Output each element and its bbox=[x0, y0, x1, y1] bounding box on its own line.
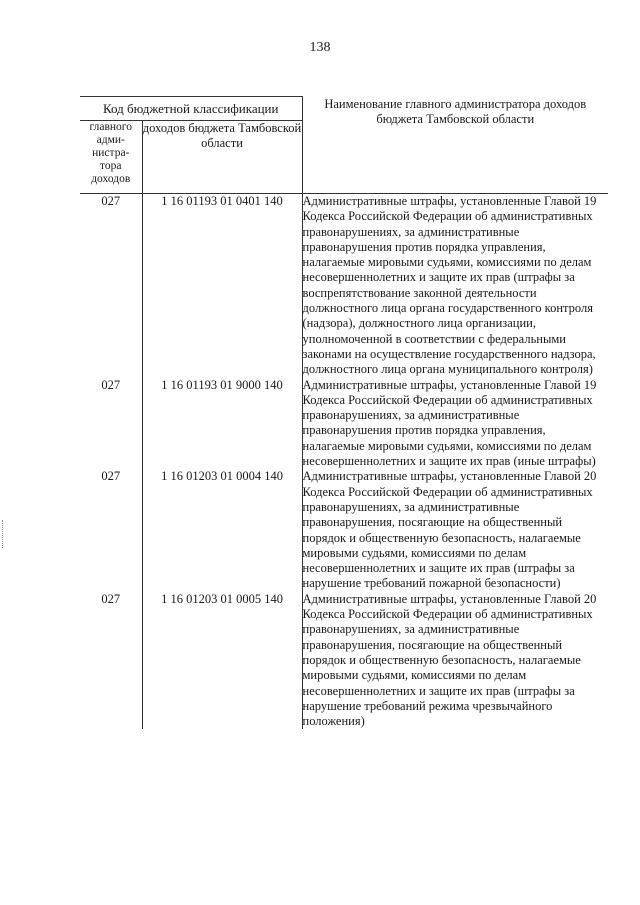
admin-code-cell: 027 bbox=[80, 592, 142, 730]
description-cell: Административные штрафы, установленные Главой 19 Кодекса Российской Федерации об административных правонарушениях, за административные правонарушения против порядка управления, налагаемые мировыми судьями, комиссиями по делам несовершеннолетних и защите их прав (штрафы за воспрепятствование законной деятельности должностного лица органа государственного контроля (надзора), должностного лица организации, уполномоченной в соответствии с федеральными законами на осуществление государственного надзора, должностного лица органа муниципального контроля) bbox=[302, 194, 597, 377]
header-name-column: Наименование главного администратора доходов бюджета Тамбовской области bbox=[302, 97, 608, 194]
description-cell: Административные штрафы, установленные Главой 20 Кодекса Российской Федерации об административных правонарушениях, за административные правонарушения, посягающие на общественный порядок и общественную безопасность, налагаемые мировыми судьями, комиссиями по делам несовершеннолетних и защите их прав (штрафы за нарушение требований режима чрезвычайного положения) bbox=[302, 591, 597, 729]
header-admin-column bbox=[80, 121, 142, 194]
description-cell: Административные штрафы, установленные Главой 20 Кодекса Российской Федерации об административных правонарушениях, за административные правонарушения, посягающие на общественный порядок и общественную безопасность, налагаемые мировыми судьями, комиссиями по делам несовершеннолетних и защите их прав (штрафы за нарушение требований пожарной безопасности) bbox=[302, 469, 597, 591]
admin-code-cell: 027 bbox=[80, 194, 142, 378]
income-code-cell: 1 16 01203 01 0004 140 bbox=[142, 469, 302, 591]
header-income-column: доходов бюджета Тамбовской области bbox=[142, 121, 302, 194]
admin-code-cell: 027 bbox=[80, 469, 142, 591]
income-code-cell: 1 16 01193 01 9000 140 bbox=[142, 378, 302, 470]
description-cell: Административные штрафы, установленные Главой 19 Кодекса Российской Федерации об административных правонарушениях, за административные правонарушения против порядка управления, налагаемые мировыми судьями, комиссиями по делам несовершеннолетних и защите их прав (иные штрафы) bbox=[302, 377, 597, 469]
table-row bbox=[80, 469, 608, 591]
budget-classification-table bbox=[80, 96, 608, 729]
income-code-cell: 1 16 01203 01 0005 140 bbox=[142, 592, 302, 730]
header-admin-text: главного адми- нистра- тора доходов bbox=[89, 121, 132, 185]
admin-code-cell: 027 bbox=[80, 378, 142, 470]
header-code-group: Код бюджетной классификации bbox=[80, 97, 302, 121]
margin-mark bbox=[2, 520, 5, 548]
page-number: 138 bbox=[309, 40, 331, 55]
header-row-group bbox=[80, 97, 608, 121]
table-row bbox=[80, 378, 608, 470]
income-code-cell: 1 16 01193 01 0401 140 bbox=[142, 194, 302, 378]
table-row bbox=[80, 592, 608, 730]
table-row bbox=[80, 194, 608, 378]
